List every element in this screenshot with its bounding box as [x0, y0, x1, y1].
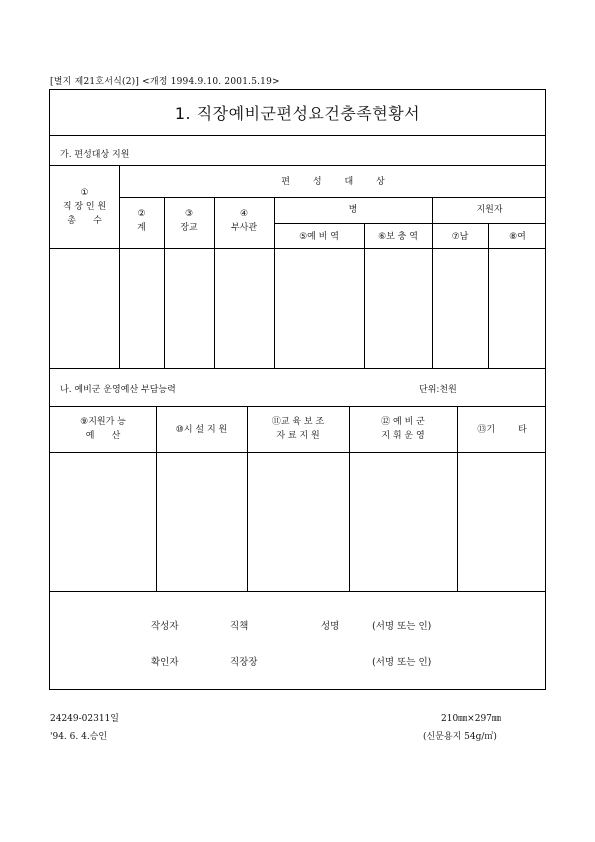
- paper-type: (신문용지 54g/㎡): [423, 732, 497, 742]
- section-a-divider: [50, 165, 545, 166]
- document-number: 24249-02311일: [50, 714, 119, 724]
- unit-label: 단위:천원: [419, 385, 457, 395]
- position-label: 직책: [230, 621, 249, 632]
- col-supplementary: ⑥보 충 역: [378, 232, 418, 242]
- title-bar: [50, 90, 545, 136]
- grid-line: [119, 165, 120, 368]
- col-sum: ② 계: [137, 209, 146, 233]
- col-nco: ④ 부사관: [230, 209, 258, 233]
- col-male: ⑦남: [451, 232, 469, 242]
- sign-or-seal-2: (서명 또는 인): [372, 657, 432, 668]
- section-a-label: 가. 편성대상 지원: [60, 150, 130, 160]
- grid-line: [488, 223, 489, 368]
- form-number-note: [별지 제21호서식(2)] <개정 1994.9.10. 2001.5.19>: [50, 77, 280, 87]
- paper-size: 210㎜×297㎜: [441, 714, 501, 724]
- grid-line: [50, 452, 545, 453]
- col-female: ⑧여: [509, 232, 526, 242]
- grid-line: [50, 406, 545, 407]
- grid-line: [50, 591, 545, 592]
- grid-line: [274, 223, 545, 224]
- col-facility-support: ⑩시 설 지 원: [175, 425, 228, 435]
- grid-line: [364, 223, 365, 368]
- col-command-operation: ⑫ 예 비 군 지 휘 운 영: [381, 417, 425, 441]
- grid-line: [50, 368, 545, 369]
- grid-line: [50, 248, 545, 249]
- section-b-label: 나. 예비군 운영예산 부담능력: [60, 385, 176, 395]
- form-title: 1. 직장예비군편성요건충족현황서: [174, 104, 421, 123]
- author-label: 작성자: [151, 621, 179, 632]
- col-other: ⑬기 타: [477, 425, 527, 435]
- col-education-support: ⑪교 육 보 조 자 료 지 원: [271, 417, 325, 441]
- confirmer-label: 확인자: [151, 657, 179, 668]
- col-available-budget: ⑨지원가 능 예 산: [80, 417, 126, 441]
- form-frame: [49, 89, 546, 690]
- approval-date: '94. 6. 4.승인: [50, 732, 108, 742]
- workplace-head-label: 직장장: [230, 657, 258, 668]
- grid-line: [119, 197, 545, 198]
- col-reserve: ⑤예 비 역: [299, 232, 339, 242]
- name-label: 성명: [321, 621, 340, 632]
- sign-or-seal-1: (서명 또는 인): [372, 621, 432, 632]
- col-total-staff: ① 직 장 인 원 총 수: [62, 188, 107, 226]
- target-group-header: 편 성 대 상: [281, 177, 385, 187]
- volunteers-header: 지원자: [476, 205, 503, 215]
- col-officer: ③ 장교: [180, 209, 198, 233]
- soldiers-header: 병: [348, 205, 358, 215]
